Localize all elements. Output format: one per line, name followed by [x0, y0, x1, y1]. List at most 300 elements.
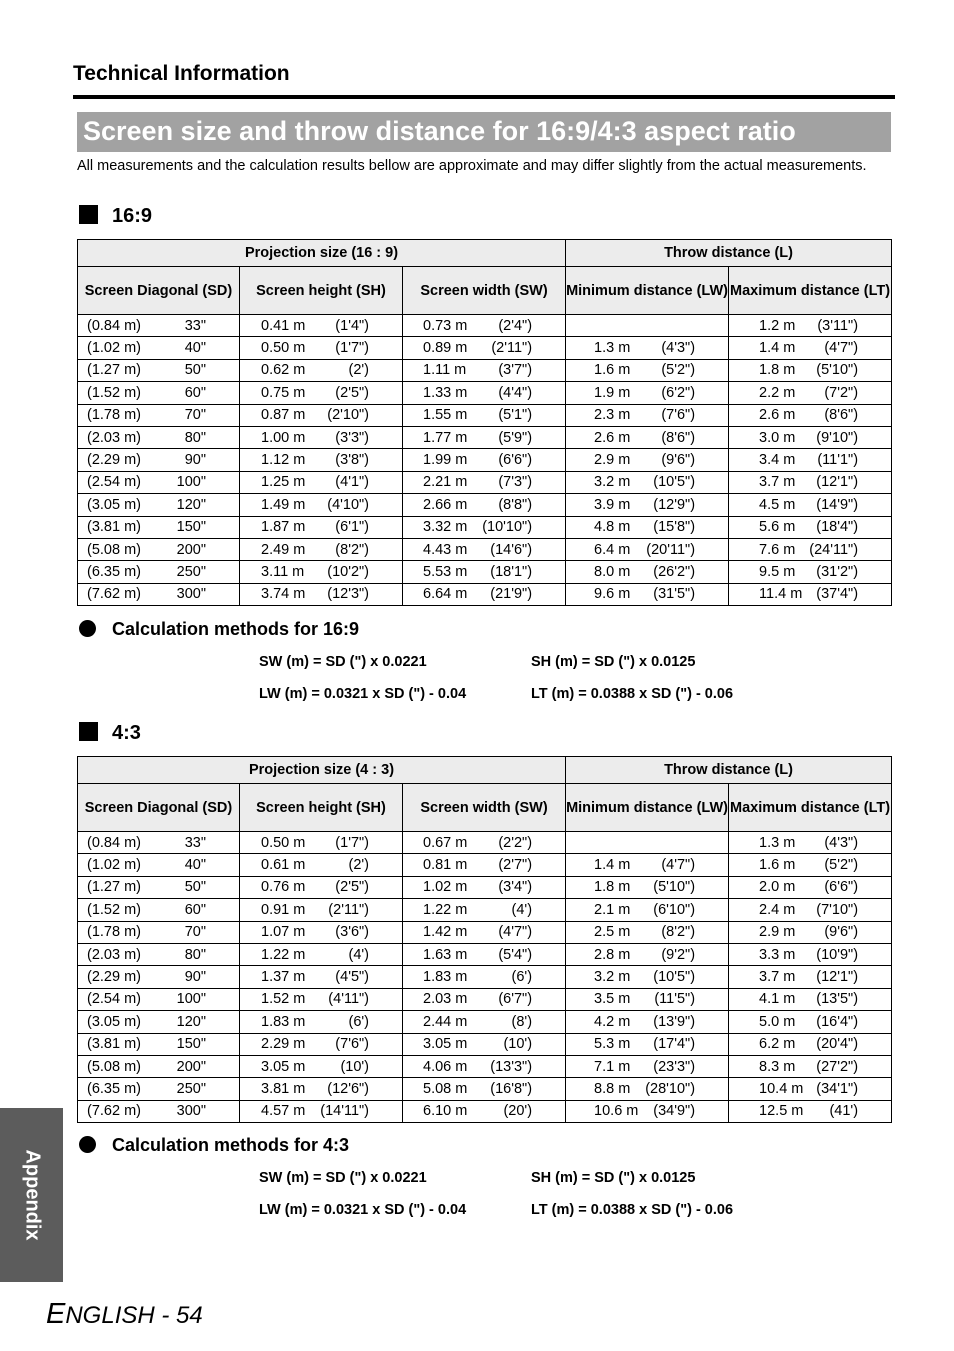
cell-imperial: (5'10")	[816, 362, 859, 379]
cell-imperial: (4'7")	[498, 924, 533, 941]
cell-imperial: (10'5")	[653, 969, 696, 986]
cell-value: 9.6 m	[594, 586, 631, 603]
cell-value: 2.44 m	[423, 1013, 468, 1030]
cell-imperial: (6')	[348, 1013, 369, 1030]
cell-imperial: (13'5")	[816, 991, 859, 1008]
heading-4-3	[79, 722, 141, 744]
cell-value: (0.84 m)	[87, 834, 141, 851]
table-cell	[78, 1055, 240, 1077]
cell-value: 12.5 m	[759, 1103, 804, 1120]
table-cell	[729, 921, 892, 943]
cell-value: 6.10 m	[423, 1103, 468, 1120]
cell-imperial: (3'11")	[817, 317, 859, 334]
appendix-tab[interactable]	[0, 1108, 63, 1282]
cell-value: 4.5 m	[759, 496, 796, 513]
table-cell	[240, 538, 403, 560]
cell-value: 1.4 m	[759, 340, 796, 357]
table-cell	[729, 404, 892, 426]
cell-imperial: (8'2")	[335, 541, 369, 558]
cell-value: 2.66 m	[423, 496, 468, 513]
table-row	[78, 471, 892, 493]
cell-imperial: (8')	[511, 1013, 533, 1030]
cell-imperial: (10'5")	[653, 474, 696, 491]
cell-value: 6.64 m	[423, 586, 468, 603]
table-cell	[78, 943, 240, 965]
cell-imperial: (5'9")	[498, 429, 533, 446]
cell-imperial: (2'5")	[335, 879, 369, 896]
table-cell	[729, 1011, 892, 1033]
cell-value: 1.00 m	[261, 429, 306, 446]
cell-value: 1.02 m	[423, 879, 468, 896]
cell-imperial: 150"	[176, 519, 206, 536]
cell-imperial: (4'1")	[335, 474, 369, 491]
cell-value: 4.43 m	[423, 541, 468, 558]
cell-imperial: (1'4")	[335, 317, 369, 334]
cell-value: 2.6 m	[759, 407, 796, 424]
cell-value: (6.35 m)	[87, 1080, 141, 1097]
table-4-3	[77, 756, 892, 1123]
table-row	[78, 538, 892, 560]
cell-value: 0.89 m	[423, 340, 468, 357]
table-cell	[78, 988, 240, 1010]
table-cell	[240, 943, 403, 965]
table-cell	[566, 899, 729, 921]
table-cell	[566, 832, 729, 854]
cell-imperial: (16'8")	[490, 1080, 533, 1097]
table-cell	[566, 471, 729, 493]
cell-imperial: (20'11")	[646, 541, 696, 558]
col-screen-height: Screen height (SH)	[240, 267, 403, 315]
cell-imperial: 70"	[184, 924, 206, 941]
cell-imperial: (34'9")	[653, 1103, 696, 1120]
cell-imperial: (14'9")	[816, 496, 859, 513]
table-cell	[78, 471, 240, 493]
cell-value: 7.6 m	[759, 541, 796, 558]
table-row	[78, 426, 892, 448]
table-cell	[566, 1078, 729, 1100]
cell-value: 1.12 m	[261, 452, 306, 469]
cell-value: (7.62 m)	[87, 586, 141, 603]
cell-value: (1.02 m)	[87, 857, 141, 874]
formula-lt: LT (m) = 0.0388 x SD (") - 0.06	[531, 1202, 734, 1218]
cell-value: 1.55 m	[423, 407, 468, 424]
cell-value: 3.3 m	[759, 946, 796, 963]
cell-imperial: (31'2")	[816, 563, 859, 580]
table-cell	[78, 382, 240, 404]
table-cell	[78, 876, 240, 898]
col-minimum-distance: Minimum distance (LW)	[566, 784, 729, 832]
cell-imperial: 60"	[184, 901, 206, 918]
table-cell	[403, 943, 566, 965]
table-cell	[240, 1011, 403, 1033]
cell-value: 1.77 m	[423, 429, 468, 446]
cell-value: 0.87 m	[261, 407, 306, 424]
table-row	[78, 337, 892, 359]
table-cell	[566, 516, 729, 538]
table-cell	[240, 426, 403, 448]
table-cell	[729, 561, 892, 583]
table-cell	[729, 1100, 892, 1122]
cell-value: (2.29 m)	[87, 969, 141, 986]
table-cell	[240, 337, 403, 359]
table-cell	[78, 359, 240, 381]
cell-imperial: (11'1")	[817, 452, 859, 469]
table-cell	[729, 1078, 892, 1100]
cell-value: (1.27 m)	[87, 362, 141, 379]
cell-value: 3.5 m	[594, 991, 631, 1008]
cell-imperial: (28'10")	[645, 1080, 696, 1097]
cell-value: 5.53 m	[423, 563, 468, 580]
table-cell	[403, 471, 566, 493]
cell-imperial: 50"	[184, 362, 206, 379]
table-cell	[403, 359, 566, 381]
cell-value: 1.42 m	[423, 924, 468, 941]
table-cell	[403, 583, 566, 605]
cell-value: 6.2 m	[759, 1036, 796, 1053]
cell-value: 3.7 m	[759, 969, 796, 986]
col-minimum-distance: Minimum distance (LW)	[566, 267, 729, 315]
cell-imperial: (7'10")	[816, 901, 859, 918]
table-cell	[566, 583, 729, 605]
cell-imperial: (13'3")	[490, 1058, 533, 1075]
cell-imperial: 120"	[176, 1013, 206, 1030]
cell-imperial: 90"	[184, 969, 206, 986]
cell-imperial: (3'4")	[498, 879, 533, 896]
table-cell	[403, 899, 566, 921]
table-cell	[729, 516, 892, 538]
cell-imperial: (1'7")	[335, 340, 369, 357]
cell-imperial: 33"	[184, 834, 206, 851]
cell-imperial: (3'7")	[498, 362, 533, 379]
cell-imperial: (10'9")	[816, 946, 859, 963]
cell-value: 7.1 m	[594, 1058, 631, 1075]
cell-imperial: (4'5")	[335, 969, 369, 986]
table-cell	[403, 382, 566, 404]
cell-value: 4.1 m	[759, 991, 796, 1008]
cell-imperial: (2'7")	[498, 857, 533, 874]
cell-imperial: (9'6")	[661, 452, 696, 469]
cell-value: 2.8 m	[594, 946, 631, 963]
cell-value: 2.3 m	[594, 407, 631, 424]
cell-value: 3.05 m	[261, 1058, 306, 1075]
table-cell	[566, 943, 729, 965]
cell-imperial: (4')	[511, 901, 533, 918]
cell-imperial: (24'11")	[809, 541, 859, 558]
table-cell	[240, 471, 403, 493]
table-row	[78, 921, 892, 943]
cell-imperial: 80"	[184, 429, 206, 446]
table-cell	[566, 561, 729, 583]
table-cell	[240, 1078, 403, 1100]
cell-imperial: (4'10")	[327, 496, 369, 513]
formula-lw: LW (m) = 0.0321 x SD (") - 0.04	[259, 1202, 467, 1218]
cell-imperial: (6'1")	[335, 519, 369, 536]
cell-value: 4.06 m	[423, 1058, 468, 1075]
cell-imperial: (26'2")	[653, 563, 696, 580]
col-screen-diagonal: Screen Diagonal (SD)	[78, 267, 240, 315]
cell-value: 1.33 m	[423, 384, 468, 401]
cell-value: 0.91 m	[261, 901, 306, 918]
cell-value: 2.2 m	[759, 384, 796, 401]
cell-value: 1.37 m	[261, 969, 306, 986]
table-cell	[240, 315, 403, 337]
cell-value: 0.67 m	[423, 834, 468, 851]
cell-value: 2.6 m	[594, 429, 631, 446]
table-cell	[729, 899, 892, 921]
cell-value: 2.49 m	[261, 541, 306, 558]
cell-value: 4.2 m	[594, 1013, 631, 1030]
cell-value: 9.5 m	[759, 563, 796, 580]
formula-sw: SW (m) = SD (") x 0.0221	[259, 654, 427, 670]
footer-initial: E	[46, 1298, 66, 1330]
cell-imperial: (20'4")	[816, 1036, 859, 1053]
cell-value: 1.8 m	[594, 879, 631, 896]
cell-value: (2.54 m)	[87, 474, 141, 491]
cell-value: 0.41 m	[261, 317, 306, 334]
cell-imperial: (7'3")	[498, 474, 533, 491]
intro-text: All measurements and the calculation results bellow are approximate and may differ slightly from the actual measurements.	[77, 158, 867, 174]
cell-imperial: (11'5")	[654, 991, 696, 1008]
cell-imperial: (12'9")	[653, 496, 696, 513]
cell-imperial: (6')	[511, 969, 533, 986]
cell-imperial: (7'6")	[335, 1036, 369, 1053]
cell-value: 0.50 m	[261, 340, 306, 357]
table-cell	[240, 1055, 403, 1077]
formula-sh: SH (m) = SD (") x 0.0125	[531, 1170, 696, 1186]
table-cell	[403, 854, 566, 876]
table-row	[78, 1078, 892, 1100]
table-cell	[729, 832, 892, 854]
table-cell	[729, 359, 892, 381]
table-cell	[403, 988, 566, 1010]
table-cell	[403, 966, 566, 988]
table-cell	[729, 988, 892, 1010]
cell-value: 1.8 m	[759, 362, 796, 379]
table-cell	[566, 382, 729, 404]
table-cell	[78, 1100, 240, 1122]
cell-value: 1.22 m	[423, 901, 468, 918]
cell-imperial: (12'1")	[816, 474, 859, 491]
table-cell	[240, 561, 403, 583]
cell-imperial: (4'11")	[328, 991, 369, 1008]
table-cell	[78, 1011, 240, 1033]
cell-value: (2.03 m)	[87, 946, 141, 963]
cell-imperial: (4'4")	[498, 384, 533, 401]
cell-imperial: (8'6")	[661, 429, 696, 446]
cell-value: 4.8 m	[594, 519, 631, 536]
table-cell	[78, 404, 240, 426]
projection-size-header: Projection size (4 : 3)	[78, 757, 566, 784]
cell-value: 5.6 m	[759, 519, 796, 536]
table-cell	[566, 1011, 729, 1033]
square-bullet-icon	[79, 205, 98, 224]
table-cell	[403, 1011, 566, 1033]
calc-heading-4-3	[79, 1134, 349, 1156]
cell-value: 1.3 m	[759, 834, 796, 851]
cell-value: (2.54 m)	[87, 991, 141, 1008]
table-cell	[403, 315, 566, 337]
cell-imperial: (4'7")	[661, 857, 696, 874]
cell-imperial: (4')	[348, 946, 369, 963]
table-cell	[729, 1033, 892, 1055]
table-cell	[78, 832, 240, 854]
table-row	[78, 404, 892, 426]
table-cell	[240, 876, 403, 898]
cell-value: 3.9 m	[594, 496, 631, 513]
cell-value: 8.8 m	[594, 1080, 631, 1097]
cell-value: (0.84 m)	[87, 317, 141, 334]
cell-imperial: (2')	[348, 362, 369, 379]
cell-imperial: (6'6")	[824, 879, 859, 896]
table-cell	[240, 899, 403, 921]
cell-value: (1.27 m)	[87, 879, 141, 896]
table-cell	[729, 876, 892, 898]
footer-text: NGLISH - 54	[65, 1302, 203, 1329]
cell-imperial: 120"	[176, 496, 206, 513]
table-cell	[78, 449, 240, 471]
heading-rule	[73, 95, 895, 99]
col-screen-width: Screen width (SW)	[403, 267, 566, 315]
table-cell	[403, 1100, 566, 1122]
cell-value: 10.6 m	[594, 1103, 639, 1120]
table-cell	[403, 404, 566, 426]
table-row	[78, 1100, 892, 1122]
formula-lt: LT (m) = 0.0388 x SD (") - 0.06	[531, 686, 734, 702]
table-row	[78, 561, 892, 583]
cell-imperial: (3'8")	[335, 452, 369, 469]
heading-16-9	[79, 205, 152, 227]
table-cell	[566, 876, 729, 898]
cell-imperial: (3'6")	[335, 924, 369, 941]
col-maximum-distance: Maximum distance (LT)	[729, 784, 892, 832]
table-cell	[240, 1100, 403, 1122]
cell-imperial: 90"	[184, 452, 206, 469]
throw-distance-header: Throw distance (L)	[566, 240, 892, 267]
cell-imperial: (9'6")	[824, 924, 859, 941]
cell-imperial: 200"	[176, 1058, 206, 1075]
table-cell	[566, 1033, 729, 1055]
col-screen-diagonal: Screen Diagonal (SD)	[78, 784, 240, 832]
cell-imperial: (18'4")	[816, 519, 859, 536]
cell-imperial: 100"	[176, 991, 206, 1008]
section-heading: Technical Information	[73, 62, 290, 85]
cell-imperial: (13'9")	[653, 1013, 696, 1030]
cell-value: 1.52 m	[261, 991, 306, 1008]
table-cell	[240, 832, 403, 854]
cell-value: (3.81 m)	[87, 1036, 141, 1053]
cell-imperial: 250"	[176, 1080, 206, 1097]
table-row	[78, 988, 892, 1010]
cell-value: 3.2 m	[594, 474, 631, 491]
cell-imperial: (14'11")	[320, 1103, 369, 1120]
cell-value: 3.4 m	[759, 452, 796, 469]
cell-value: (1.78 m)	[87, 407, 141, 424]
cell-imperial: (12'3")	[327, 586, 369, 603]
square-bullet-icon	[79, 722, 98, 741]
table-cell	[78, 583, 240, 605]
cell-imperial: (2'11")	[328, 901, 369, 918]
cell-value: 1.63 m	[423, 946, 468, 963]
cell-imperial: (8'8")	[498, 496, 533, 513]
table-cell	[729, 854, 892, 876]
table-cell	[78, 426, 240, 448]
cell-value: 8.0 m	[594, 563, 631, 580]
table-cell	[78, 538, 240, 560]
table-row	[78, 832, 892, 854]
table-cell	[566, 404, 729, 426]
cell-imperial: 50"	[184, 879, 206, 896]
table-row	[78, 899, 892, 921]
table-row	[78, 359, 892, 381]
cell-imperial: 60"	[184, 384, 206, 401]
table-cell	[240, 854, 403, 876]
cell-imperial: 150"	[176, 1036, 206, 1053]
table-16-9	[77, 239, 892, 606]
table-row	[78, 315, 892, 337]
cell-imperial: 200"	[176, 541, 206, 558]
table-cell	[566, 337, 729, 359]
table-cell	[729, 966, 892, 988]
table-cell	[729, 426, 892, 448]
cell-imperial: (12'6")	[327, 1080, 369, 1097]
cell-imperial: (27'2")	[816, 1058, 859, 1075]
table-cell	[78, 966, 240, 988]
col-screen-width: Screen width (SW)	[403, 784, 566, 832]
cell-value: 10.4 m	[759, 1080, 804, 1097]
cell-value: 2.03 m	[423, 991, 468, 1008]
cell-value: 0.76 m	[261, 879, 306, 896]
table-row	[78, 516, 892, 538]
cell-imperial: (16'4")	[816, 1013, 859, 1030]
cell-value: 3.74 m	[261, 586, 306, 603]
cell-value: 0.75 m	[261, 384, 306, 401]
table-cell	[566, 1100, 729, 1122]
heading-4-3-label: 4:3	[112, 722, 141, 744]
table-cell	[403, 426, 566, 448]
table-cell	[78, 1033, 240, 1055]
cell-value: 0.81 m	[423, 857, 468, 874]
cell-value: 2.0 m	[759, 879, 796, 896]
table-cell	[240, 404, 403, 426]
cell-value: 3.11 m	[261, 563, 305, 580]
cell-value: (2.03 m)	[87, 429, 141, 446]
heading-16-9-label: 16:9	[112, 205, 153, 227]
cell-value: 6.4 m	[594, 541, 631, 558]
cell-value: 3.81 m	[261, 1080, 306, 1097]
table-cell	[78, 337, 240, 359]
cell-value: 1.3 m	[594, 340, 631, 357]
cell-value: 4.57 m	[261, 1103, 306, 1120]
cell-value: 1.07 m	[261, 924, 306, 941]
table-cell	[78, 899, 240, 921]
table-cell	[566, 988, 729, 1010]
cell-imperial: (5'1")	[498, 407, 533, 424]
table-cell	[403, 561, 566, 583]
throw-distance-header: Throw distance (L)	[566, 757, 892, 784]
table-cell	[240, 359, 403, 381]
table-row	[78, 1033, 892, 1055]
table-cell	[240, 494, 403, 516]
cell-imperial: (37'4")	[816, 586, 859, 603]
table-cell	[566, 921, 729, 943]
cell-imperial: 40"	[184, 857, 206, 874]
cell-imperial: (8'2")	[661, 924, 696, 941]
cell-value: 0.50 m	[261, 834, 306, 851]
calc-heading-16-9-label: Calculation methods for 16:9	[112, 619, 360, 639]
cell-value: 1.25 m	[261, 474, 306, 491]
appendix-tab-label: Appendix	[21, 1149, 43, 1241]
cell-value: 5.08 m	[423, 1080, 468, 1097]
